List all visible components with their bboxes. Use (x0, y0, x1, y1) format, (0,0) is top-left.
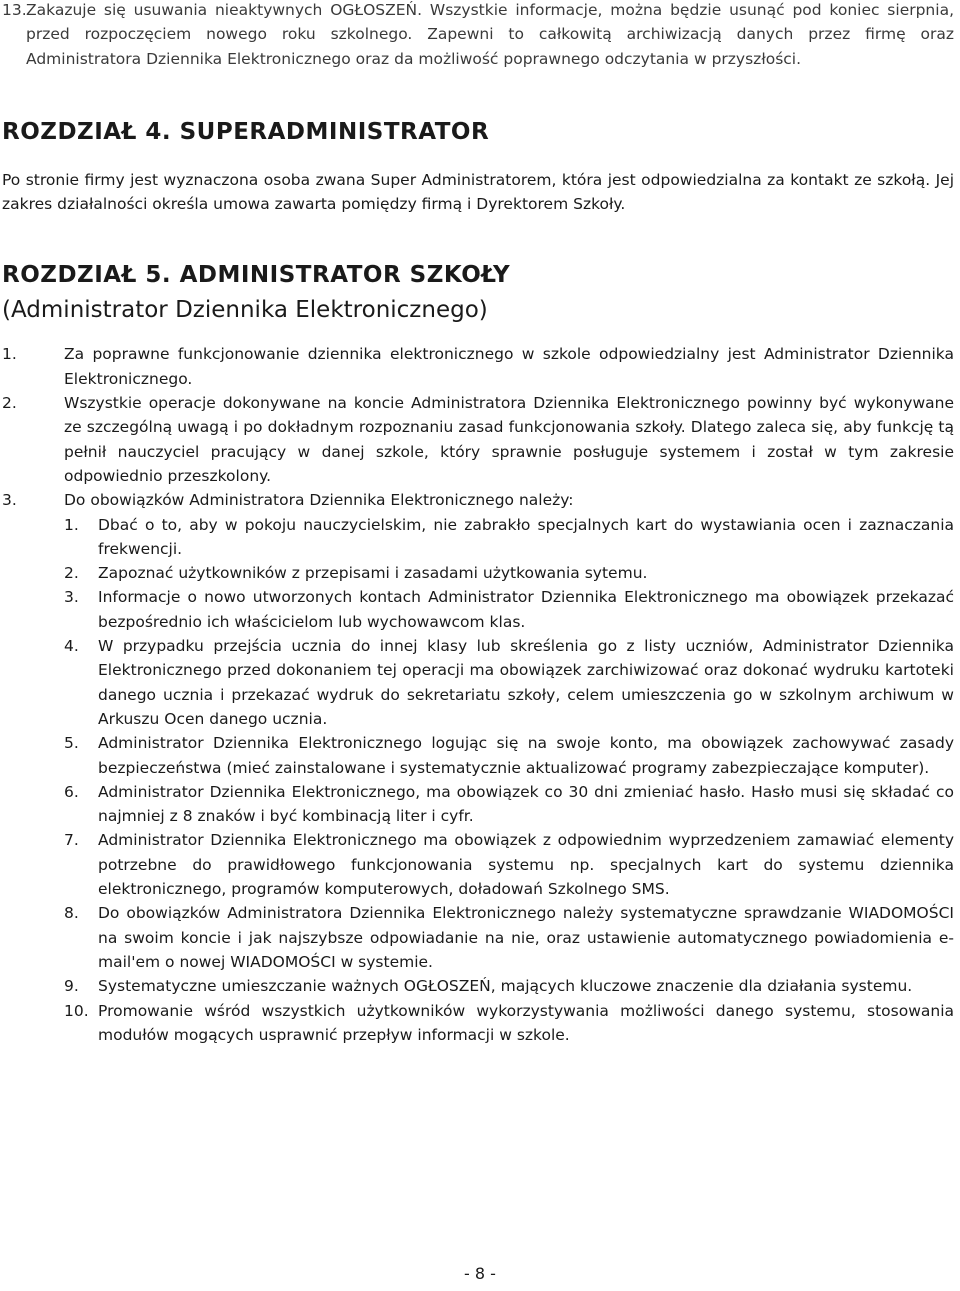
duty-text: Administrator Dziennika Elektronicznego, ma obowiązek co 30 dni zmieniać hasło. Hasło musi się składać co najmniej z 8 znaków i być kombinacją liter i cyfr. (98, 782, 954, 826)
chapter-5-list (2, 342, 954, 512)
duty-text: Promowanie wśród wszystkich użytkowników wykorzystywania możliwości danego systemu, stosowania modułów mogących usprawnić przepływ informacji w szkole. (98, 1001, 954, 1044)
duty-item (2, 634, 954, 731)
duty-text: Dbać o to, aby w pokoju nauczycielskim, nie zabrakło specjalnych kart do wystawiania ocen i zaznaczania frekwencji. (98, 515, 954, 558)
chapter-5-heading: ROZDZIAŁ 5. ADMINISTRATOR SZKOŁY (2, 262, 511, 289)
duty-number: 4. (64, 637, 79, 656)
duty-item (2, 513, 954, 562)
list-item-number: 13. (2, 1, 27, 19)
duties-list (2, 513, 954, 1048)
duty-number: 6. (64, 782, 79, 801)
top-list (2, 0, 954, 71)
duty-number: 8. (64, 904, 79, 923)
duty-number: 9. (64, 977, 79, 996)
list-item-number: 3. (2, 491, 17, 510)
duty-text: Zapoznać użytkowników z przepisami i zasadami użytkowania sytemu. (98, 564, 648, 583)
duty-item (2, 974, 954, 998)
duty-text: Informacje o nowo utworzonych kontach Administrator Dziennika Elektronicznego ma obowiązek przekazać bezpośrednio ich właścicielom lub wychowawcom klas. (98, 588, 954, 631)
duty-text: W przypadku przejścia ucznia do innej klasy lub skreślenia go z listy uczniów, Administrator Dziennika Elektronicznego przed dokonaniem tej operacji ma obowiązek zarchiwizować oraz dokonać wydruku kartoteki danego ucznia i przekazać wydruk do sekretariatu szkoły, celem umieszczenia go w szkolnym archiwum w Arkuszu Ocen danego ucznia. (98, 637, 954, 728)
duty-item (2, 828, 954, 901)
duty-item (2, 999, 954, 1048)
list-item-number: 2. (2, 394, 17, 413)
duty-item (2, 561, 954, 585)
duty-item (2, 585, 954, 634)
duty-text: Do obowiązków Administratora Dziennika Elektronicznego należy systematyczne sprawdzanie WIADOMOŚCI na swoim koncie i jak najszybsze odpowiadanie na nie, oraz ustawienie automatycznego powiadomienia e-mail'em o nowej WIADOMOŚCI w systemie. (98, 904, 954, 971)
chapter-4-paragraph: Po stronie firmy jest wyznaczona osoba zwana Super Administratorem, która jest odpowiedzialna za kontakt ze szkołą. Jej zakres działalności określa umowa zawarta pomiędzy firmą i Dyrektorem Szkoły. (2, 170, 954, 214)
duty-text: Systematyczne umieszczanie ważnych OGŁOSZEŃ, mających kluczowe znaczenie dla działania systemu. (98, 977, 913, 996)
duty-text: Administrator Dziennika Elektronicznego logując się na swoje konto, ma obowiązek zachowywać zasady bezpieczeństwa (mieć zainstalowane i systematycznie aktualizować programy zabezpieczające komputer). (98, 734, 954, 777)
duty-number: 10. (64, 1001, 89, 1020)
list-item-text: Zakazuje się usuwania nieaktywnych OGŁOSZEŃ. Wszystkie informacje, można będzie usunąć pod koniec sierpnia, przed rozpoczęciem nowego roku szkolnego. Zapewni to całkowitą archiwizacją danych przez firmę oraz Administratora Dziennika Elektronicznego oraz da możliwość poprawnego odczytania w przyszłości. (26, 1, 954, 68)
duty-text: Administrator Dziennika Elektronicznego ma obowiązek z odpowiednim wyprzedzeniem zamawiać elementy potrzebne do prawidłowego funkcjonowania systemu np. specjalnych kart do systemu dziennika elektronicznego, programów komputerowych, doładowań Szkolnego SMS. (98, 831, 954, 899)
duty-number: 5. (64, 734, 79, 753)
duty-number: 1. (64, 515, 79, 534)
duty-item (2, 780, 954, 829)
list-item (2, 391, 954, 488)
list-item (2, 0, 954, 71)
list-item (2, 488, 954, 512)
list-item-text: Do obowiązków Administratora Dziennika Elektronicznego należy: (64, 491, 574, 510)
duty-number: 7. (64, 831, 79, 850)
list-item-text: Za poprawne funkcjonowanie dziennika elektronicznego w szkole odpowiedzialny jest Administrator Dziennika Elektronicznego. (64, 345, 954, 388)
duty-item (2, 901, 954, 974)
duty-number: 2. (64, 564, 79, 583)
list-item-text: Wszystkie operacje dokonywane na koncie Administratora Dziennika Elektronicznego powinny być wykonywane ze szczególną uwagą i po dokładnym rozpoznaniu zasad funkcjonowania szkoły. Dlatego zaleca się, aby funkcję tą pełnił nauczyciel pracujący w danej szkole, który sprawnie posługuje systemem i został w tym zakresie odpowiednio przeszkolony. (64, 394, 954, 485)
duty-number: 3. (64, 588, 79, 607)
list-item (2, 342, 954, 391)
duty-item (2, 731, 954, 780)
page-number: - 8 - (464, 1264, 496, 1283)
chapter-5-subheading: (Administrator Dziennika Elektronicznego) (2, 297, 488, 324)
list-item-number: 1. (2, 345, 17, 364)
chapter-4-heading: ROZDZIAŁ 4. SUPERADMINISTRATOR (2, 118, 490, 145)
